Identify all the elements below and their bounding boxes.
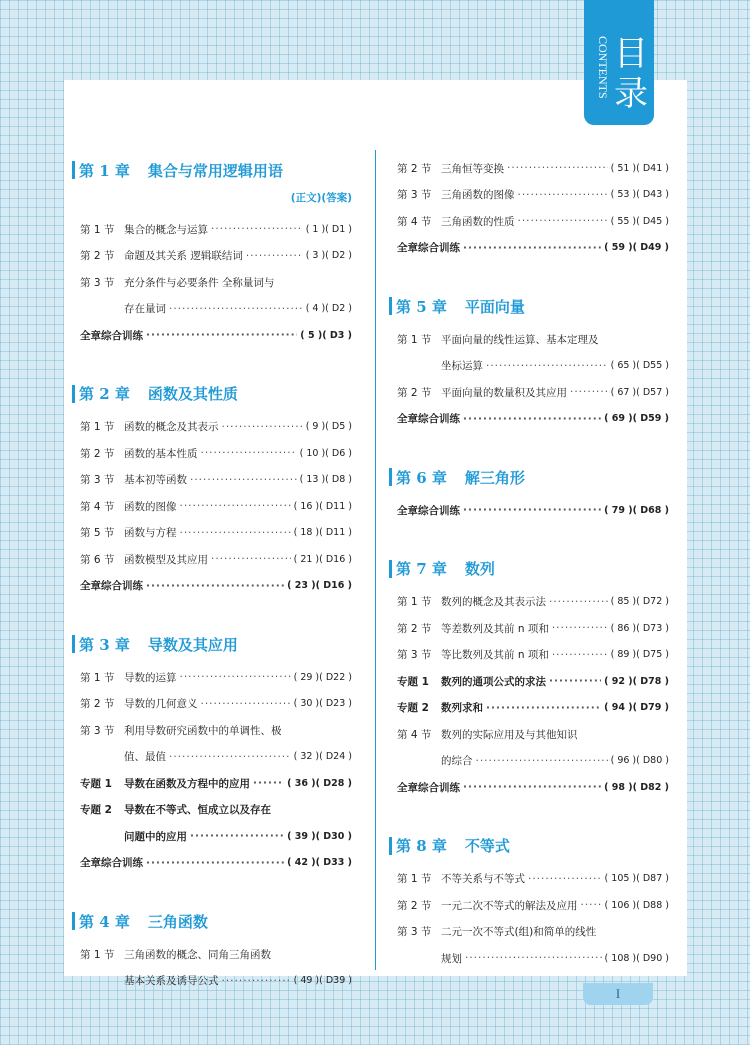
toc-entry[interactable] xyxy=(80,664,352,691)
entry-pages: ( 1 )( D1 ) xyxy=(305,223,352,235)
leader-dots xyxy=(463,242,601,254)
entry-title: 利用导数研究函数中的单调性、极 xyxy=(124,724,282,737)
entry-title: 导数在函数及方程中的应用 xyxy=(124,777,250,790)
chapter-spacer xyxy=(80,876,352,906)
entry-title: 三角函数的概念、同角三角函数 xyxy=(124,948,271,961)
leader-dots xyxy=(552,649,608,661)
contents-header-tab xyxy=(584,0,654,125)
entry-title-continued: 坐标运算 xyxy=(441,360,483,373)
toc-entry[interactable] xyxy=(80,941,352,968)
entry-label: 第 2 节 xyxy=(397,899,432,912)
chapter-title: 数列 xyxy=(464,560,495,578)
leader-dots xyxy=(528,873,602,885)
chapter-spacer xyxy=(397,801,669,831)
chapter-number: 第 5 章 xyxy=(396,297,447,316)
leader-dots xyxy=(507,162,608,174)
toc-entry[interactable] xyxy=(80,691,352,718)
entry-pages: ( 49 )( D39 ) xyxy=(293,975,352,987)
entry-title: 函数与方程 xyxy=(124,527,177,540)
entry-label: 第 2 节 xyxy=(397,162,432,175)
entry-pages: ( 4 )( D2 ) xyxy=(305,303,352,315)
toc-entry[interactable] xyxy=(397,589,669,616)
entry-pages: ( 3 )( D2 ) xyxy=(305,250,352,262)
chapter-marker xyxy=(389,468,392,486)
entry-title: 平面向量的线性运算、基本定理及 xyxy=(441,333,599,346)
toc-entry[interactable] xyxy=(80,573,352,600)
entry-label: 第 3 节 xyxy=(397,649,432,662)
entry-title-continued: 问题中的应用 xyxy=(124,830,187,843)
chapter-marker xyxy=(389,837,392,855)
toc-entry-continued[interactable] xyxy=(80,968,352,995)
entry-pages: ( 105 )( D87 ) xyxy=(604,873,669,885)
entry-label: 第 1 节 xyxy=(80,223,115,236)
leader-dots xyxy=(169,303,303,315)
entry-title: 导数的运算 xyxy=(124,671,177,684)
toc-entry[interactable] xyxy=(80,797,352,824)
toc-entry-continued[interactable] xyxy=(397,353,669,380)
toc-entry-continued[interactable] xyxy=(80,296,352,323)
leader-dots xyxy=(486,360,608,372)
leader-dots xyxy=(463,781,601,793)
chapter-spacer xyxy=(397,432,669,462)
chapter-heading xyxy=(397,291,669,321)
leader-dots xyxy=(486,702,601,714)
toc-entry[interactable] xyxy=(80,467,352,494)
entry-title: 全章综合训练 xyxy=(80,580,143,593)
leader-dots xyxy=(463,504,601,516)
chapter-heading xyxy=(80,155,352,185)
entry-title: 全章综合训练 xyxy=(397,781,460,794)
entry-pages: ( 5 )( D3 ) xyxy=(300,329,352,341)
entry-pages: ( 67 )( D57 ) xyxy=(610,386,669,398)
entry-title: 命题及其关系 逻辑联结词 xyxy=(124,250,243,263)
entry-pages: ( 39 )( D30 ) xyxy=(287,830,352,842)
leader-dots xyxy=(201,447,297,459)
leader-dots xyxy=(169,751,291,763)
entry-label: 第 1 节 xyxy=(80,421,115,434)
contents-title-en: CONTENTS xyxy=(596,36,610,99)
toc-entry[interactable] xyxy=(397,892,669,919)
toc-entry[interactable] xyxy=(397,379,669,406)
entry-label: 第 1 节 xyxy=(80,671,115,684)
chapter-title: 解三角形 xyxy=(464,468,525,487)
entry-label: 第 4 节 xyxy=(397,728,432,741)
entry-title: 导数在不等式、恒成立以及存在 xyxy=(124,804,271,817)
toc-entry[interactable] xyxy=(397,155,669,182)
entry-pages: ( 69 )( D59 ) xyxy=(604,413,669,425)
leader-dots xyxy=(463,413,601,425)
entry-label: 第 1 节 xyxy=(397,596,432,609)
leader-dots xyxy=(201,698,291,710)
entry-title: 全章综合训练 xyxy=(397,413,460,426)
entry-label: 第 5 节 xyxy=(80,527,115,540)
page-legend: (正文)(答案) xyxy=(290,192,352,204)
chapter-title: 不等式 xyxy=(464,837,510,855)
entry-label: 专题 2 xyxy=(80,804,112,817)
chapter-heading xyxy=(397,462,669,492)
entry-label: 第 2 节 xyxy=(80,250,115,263)
chapter-number: 第 2 章 xyxy=(79,385,130,403)
entry-pages: ( 96 )( D80 ) xyxy=(610,755,669,767)
toc-entry[interactable] xyxy=(397,208,669,235)
entry-title-continued: 规划 xyxy=(441,952,462,965)
entry-title: 等差数列及其前 n 项和 xyxy=(441,622,549,635)
leader-dots xyxy=(552,622,608,634)
toc-entry[interactable] xyxy=(80,269,352,296)
leader-dots xyxy=(253,777,284,789)
entry-label: 第 2 节 xyxy=(397,386,432,399)
entry-pages: ( 21 )( D16 ) xyxy=(293,553,352,565)
chapter-number: 第 1 章 xyxy=(79,161,130,180)
entry-title: 函数的基本性质 xyxy=(124,447,198,460)
entry-title: 三角函数的图像 xyxy=(441,189,515,202)
leader-dots xyxy=(518,215,608,227)
entry-pages: ( 79 )( D68 ) xyxy=(604,504,669,516)
entry-pages: ( 94 )( D79 ) xyxy=(604,702,669,714)
leader-dots xyxy=(180,527,291,539)
entry-label: 第 3 节 xyxy=(80,276,115,289)
entry-title: 数列求和 xyxy=(441,702,483,715)
entry-pages: ( 65 )( D55 ) xyxy=(610,360,669,372)
leader-dots xyxy=(518,189,608,201)
entry-label: 第 3 节 xyxy=(397,926,432,939)
entry-title: 数列的实际应用及与其他知识 xyxy=(441,728,578,741)
entry-title: 数列的概念及其表示法 xyxy=(441,596,546,609)
entry-pages: ( 92 )( D78 ) xyxy=(604,675,669,687)
leader-dots xyxy=(246,250,303,262)
chapter-marker xyxy=(72,635,75,653)
entry-pages: ( 98 )( D82 ) xyxy=(604,781,669,793)
toc-entry[interactable] xyxy=(397,326,669,353)
toc-entry-continued[interactable] xyxy=(397,945,669,972)
entry-pages: ( 42 )( D33 ) xyxy=(287,857,352,869)
toc-entry[interactable] xyxy=(397,919,669,946)
toc-entry[interactable] xyxy=(80,520,352,547)
entry-pages: ( 23 )( D16 ) xyxy=(287,580,352,592)
entry-title: 平面向量的数量积及其应用 xyxy=(441,386,567,399)
entry-pages: ( 85 )( D72 ) xyxy=(610,596,669,608)
entry-pages: ( 89 )( D75 ) xyxy=(610,649,669,661)
chapter-heading xyxy=(80,906,352,936)
toc-entry[interactable] xyxy=(397,497,669,524)
entry-label: 专题 1 xyxy=(80,777,112,790)
leader-dots xyxy=(180,500,291,512)
entry-title: 全章综合训练 xyxy=(80,329,143,342)
toc-entry[interactable] xyxy=(80,322,352,349)
leader-dots xyxy=(190,474,297,486)
entry-pages: ( 32 )( D24 ) xyxy=(293,751,352,763)
entry-label: 第 6 节 xyxy=(80,553,115,566)
entry-label: 第 3 节 xyxy=(80,724,115,737)
entry-title: 等比数列及其前 n 项和 xyxy=(441,649,549,662)
toc-entry[interactable] xyxy=(397,774,669,801)
toc-entry[interactable] xyxy=(80,243,352,270)
leader-dots xyxy=(211,553,291,565)
entry-title-continued: 的综合 xyxy=(441,755,473,768)
entry-title: 三角函数的性质 xyxy=(441,215,515,228)
entry-pages: ( 108 )( D90 ) xyxy=(604,952,669,964)
leader-dots xyxy=(146,857,284,869)
toc-entry[interactable] xyxy=(397,721,669,748)
leader-dots xyxy=(476,755,608,767)
chapter-title: 三角函数 xyxy=(147,912,208,931)
chapter-number: 第 8 章 xyxy=(396,837,447,855)
toc-entry[interactable] xyxy=(397,695,669,722)
entry-title: 函数的图像 xyxy=(124,500,177,513)
entry-title: 函数的概念及其表示 xyxy=(124,421,219,434)
toc-entry-continued[interactable] xyxy=(80,823,352,850)
toc-entry[interactable] xyxy=(80,717,352,744)
entry-title: 充分条件与必要条件 全称量词与 xyxy=(124,276,275,289)
entry-pages: ( 30 )( D23 ) xyxy=(293,698,352,710)
entry-label: 第 2 节 xyxy=(397,622,432,635)
entry-pages: ( 59 )( D49 ) xyxy=(604,242,669,254)
entry-title: 基本初等函数 xyxy=(124,474,187,487)
entry-pages: ( 18 )( D11 ) xyxy=(293,527,352,539)
chapter-title: 平面向量 xyxy=(464,297,525,316)
toc-entry[interactable] xyxy=(397,668,669,695)
chapter-marker xyxy=(72,912,75,930)
toc-right-column xyxy=(397,155,669,972)
leader-dots xyxy=(549,596,608,608)
toc-entry[interactable] xyxy=(80,440,352,467)
entry-pages: ( 86 )( D73 ) xyxy=(610,622,669,634)
entry-pages: ( 51 )( D41 ) xyxy=(610,162,669,174)
entry-title: 集合的概念与运算 xyxy=(124,223,208,236)
toc-entry[interactable] xyxy=(80,546,352,573)
leader-dots xyxy=(549,675,601,687)
entry-pages: ( 13 )( D8 ) xyxy=(299,474,352,486)
entry-pages: ( 106 )( D88 ) xyxy=(604,899,669,911)
toc-entry-continued[interactable] xyxy=(397,748,669,775)
leader-dots xyxy=(190,830,284,842)
toc-entry[interactable] xyxy=(397,235,669,262)
chapter-heading xyxy=(80,629,352,659)
chapter-spacer xyxy=(397,524,669,554)
entry-label: 第 4 节 xyxy=(397,215,432,228)
chapter-number: 第 6 章 xyxy=(396,468,447,487)
leader-dots xyxy=(180,671,291,683)
chapter-number: 第 4 章 xyxy=(79,912,130,931)
entry-label: 第 1 节 xyxy=(397,873,432,886)
entry-pages: ( 55 )( D45 ) xyxy=(610,215,669,227)
entry-title-continued: 存在量词 xyxy=(124,303,166,316)
leader-dots xyxy=(146,329,297,341)
entry-label: 第 3 节 xyxy=(397,189,432,202)
chapter-title: 集合与常用逻辑用语 xyxy=(147,161,283,180)
entry-title: 全章综合训练 xyxy=(80,857,143,870)
toc-entry[interactable] xyxy=(397,642,669,669)
column-divider xyxy=(375,150,376,970)
chapter-marker xyxy=(72,385,75,403)
chapter-heading xyxy=(397,831,669,861)
page-number: I xyxy=(583,983,653,1005)
chapter-title: 函数及其性质 xyxy=(147,385,238,403)
entry-label: 第 1 节 xyxy=(80,948,115,961)
toc-entry[interactable] xyxy=(80,850,352,877)
entry-title: 导数的几何意义 xyxy=(124,698,198,711)
entry-pages: ( 16 )( D11 ) xyxy=(293,500,352,512)
entry-label: 第 1 节 xyxy=(397,333,432,346)
chapter-spacer xyxy=(397,261,669,291)
entry-label: 专题 2 xyxy=(397,702,429,715)
entry-pages: ( 53 )( D43 ) xyxy=(610,189,669,201)
toc-entry[interactable] xyxy=(80,770,352,797)
entry-title: 数列的通项公式的求法 xyxy=(441,675,546,688)
contents-title-zh: 目录 xyxy=(614,34,648,114)
entry-pages: ( 36 )( D28 ) xyxy=(287,777,352,789)
entry-label: 第 2 节 xyxy=(80,698,115,711)
toc-entry[interactable] xyxy=(397,615,669,642)
chapter-marker xyxy=(389,297,392,315)
chapter-title: 导数及其应用 xyxy=(147,635,238,654)
toc-entry-continued[interactable] xyxy=(80,744,352,771)
entry-title: 函数模型及其应用 xyxy=(124,553,208,566)
entry-pages: ( 9 )( D5 ) xyxy=(305,421,352,433)
chapter-number: 第 7 章 xyxy=(396,560,447,578)
entry-pages: ( 29 )( D22 ) xyxy=(293,671,352,683)
leader-dots xyxy=(222,421,303,433)
entry-title: 一元二次不等式的解法及应用 xyxy=(441,899,578,912)
entry-title: 不等关系与不等式 xyxy=(441,873,525,886)
leader-dots xyxy=(581,899,602,911)
chapter-heading xyxy=(397,554,669,584)
entry-label: 第 4 节 xyxy=(80,500,115,513)
chapter-marker xyxy=(72,161,75,179)
entry-label: 第 3 节 xyxy=(80,474,115,487)
leader-dots xyxy=(222,975,291,987)
toc-entry[interactable] xyxy=(397,406,669,433)
chapter-spacer xyxy=(80,599,352,629)
chapter-heading xyxy=(80,379,352,409)
entry-pages: ( 10 )( D6 ) xyxy=(299,447,352,459)
entry-title: 三角恒等变换 xyxy=(441,162,504,175)
entry-title: 全章综合训练 xyxy=(397,242,460,255)
leader-dots xyxy=(146,580,284,592)
entry-title-continued: 值、最值 xyxy=(124,751,166,764)
toc-entry[interactable] xyxy=(397,866,669,893)
toc-left-column xyxy=(80,155,352,994)
entry-title: 全章综合训练 xyxy=(397,504,460,517)
leader-dots xyxy=(465,952,602,964)
toc-entry[interactable] xyxy=(80,216,352,243)
toc-entry[interactable] xyxy=(80,493,352,520)
leader-dots xyxy=(570,386,608,398)
entry-title-continued: 基本关系及诱导公式 xyxy=(124,975,219,988)
toc-entry[interactable] xyxy=(80,414,352,441)
entry-title: 二元一次不等式(组)和简单的线性 xyxy=(441,926,597,939)
chapter-number: 第 3 章 xyxy=(79,635,130,654)
chapter-spacer xyxy=(80,349,352,379)
toc-entry[interactable] xyxy=(397,182,669,209)
entry-label: 专题 1 xyxy=(397,675,429,688)
leader-dots xyxy=(211,223,303,235)
chapter-marker xyxy=(389,560,392,578)
entry-label: 第 2 节 xyxy=(80,447,115,460)
